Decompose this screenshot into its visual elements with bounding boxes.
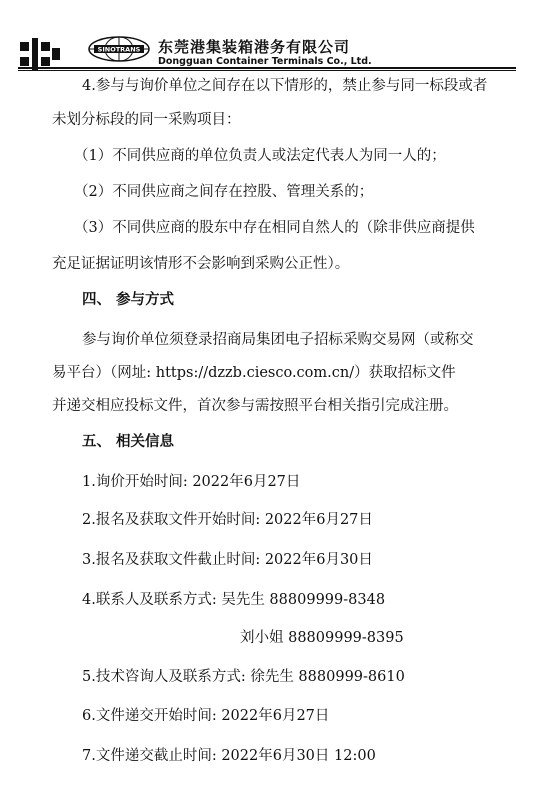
letterhead (0, 0, 554, 70)
list-item: （1）不同供应商的单位负责人或法定代表人为同一人的； (74, 148, 446, 164)
section-heading: 四、 参与方式 (82, 291, 175, 308)
info-item: 4.联系人及联系方式: 吴先生 88809999-8348 (82, 592, 386, 608)
section-heading: 五、 相关信息 (82, 433, 175, 450)
info-item: 刘小姐 88809999-8395 (240, 630, 404, 646)
info-item: 5.技术咨询人及联系方式: 徐先生 8880999-8610 (82, 669, 405, 685)
info-item: 7.文件递交截止时间: 2022年6月30日 12:00 (82, 748, 376, 764)
svg-text:SINOTRANS: SINOTRANS (97, 45, 141, 54)
sinotrans-globe-logo (88, 36, 150, 62)
paragraph-line: 参与询价单位须登录招商局集团电子招标采购交易网（或称交 (82, 332, 474, 348)
header-rule-thick (18, 67, 516, 69)
info-item: 3.报名及获取文件截止时间: 2022年6月30日 (82, 552, 373, 568)
paragraph-line: 易平台）（网址: https://dzzb.ciesco.com.cn/）获取招标文件 (52, 365, 456, 381)
company-name-cn: 东莞港集装箱港务有限公司 (158, 38, 351, 56)
paragraph-line: 未划分标段的同一采购项目： (52, 112, 241, 128)
paragraph-line: 并递交相应投标文件，首次参与需按照平台相关指引完成注册。 (52, 398, 458, 414)
paragraph-line: 4.参与与询价单位之间存在以下情形的，禁止参与同一标段或者 (82, 78, 488, 94)
info-item: 6.文件递交开始时间: 2022年6月27日 (82, 708, 330, 724)
company-logo-icon (20, 38, 60, 70)
info-item: 2.报名及获取文件开始时间: 2022年6月27日 (82, 512, 373, 528)
header-rule-thin (18, 70, 516, 71)
info-item: 1.询价开始时间: 2022年6月27日 (82, 474, 301, 490)
company-name-en: Dongguan Container Terminals Co., Ltd. (158, 56, 372, 67)
list-item: （2）不同供应商之间存在控股、管理关系的； (74, 184, 374, 200)
list-item: （3）不同供应商的股东中存在相同自然人的（除非供应商提供 (74, 220, 475, 236)
list-item: 充足证据证明该情形不会影响到采购公正性）。 (52, 256, 350, 272)
